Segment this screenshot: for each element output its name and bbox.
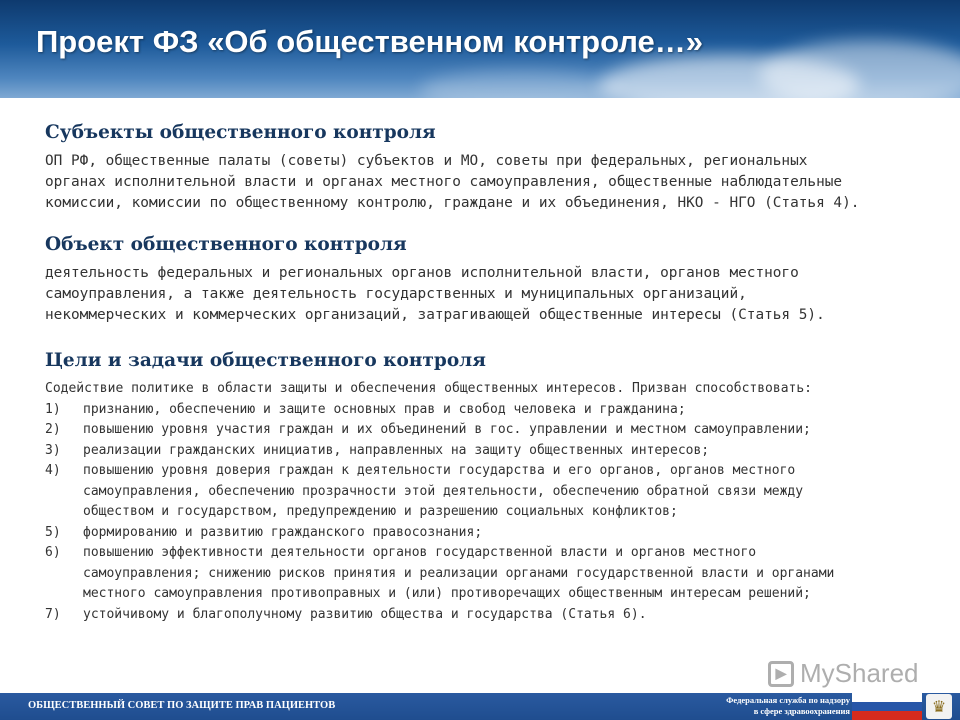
footer-agency-line: в сфере здравоохранения <box>753 706 850 716</box>
text-line: повышению уровня участия граждан и их объединений в гос. управлении и местном самоуправлении; <box>83 422 811 437</box>
list-number: 4) <box>45 463 61 478</box>
goals-list <box>45 400 925 626</box>
watermark-text: MyShared <box>800 658 919 688</box>
section-text <box>45 263 925 326</box>
list-number: 6) <box>45 545 61 560</box>
header-banner <box>0 0 960 98</box>
text-line: органах исполнительной власти и органах местного самоуправления, общественные наблюдательные <box>45 174 843 190</box>
text-line: самоуправления; снижению рисков принятия и реализации органами государственной власти и органами <box>83 565 835 581</box>
list-number: 3) <box>45 442 61 458</box>
list-number: 5) <box>45 524 61 540</box>
section-goals <box>45 350 925 625</box>
text-line: местного самоуправления противоправных и (или) противоречащих общественным интересам решений; <box>83 586 811 601</box>
text-line: обществом и государством, предупреждению и разрешению социальных конфликтов; <box>83 504 678 519</box>
list-item <box>45 461 925 523</box>
text-line: формированию и развитию гражданского правосознания; <box>83 524 483 540</box>
section-title: Субъекты общественного контроля <box>45 122 436 143</box>
text-line: деятельность федеральных и региональных органов исполнительной власти, органов местного <box>45 265 799 281</box>
list-number: 7) <box>45 606 61 622</box>
russian-flag-icon <box>852 693 922 720</box>
text-line: комиссии, комиссии по общественному контролю, граждане и их объединения, НКО - НГО (Статья 4). <box>45 195 860 211</box>
text-line: повышению уровня доверия граждан к деятельности государства и его органов, органов местного <box>83 463 796 478</box>
section-intro: Содействие политике в области защиты и обеспечения общественных интересов. Призван способствовать: <box>45 381 813 396</box>
text-line: повышению эффективности деятельности органов государственной власти и органов местного <box>83 545 757 560</box>
myshared-logo-icon: ▶ <box>768 661 794 687</box>
footer-agency-line: Федеральная служба по надзору <box>726 695 850 705</box>
coat-of-arms-icon: ♛ <box>926 694 952 719</box>
slide-content <box>45 122 925 625</box>
footer-organization: ОБЩЕСТВЕННЫЙ СОВЕТ ПО ЗАЩИТЕ ПРАВ ПАЦИЕНТОВ <box>28 700 336 711</box>
text-line: устойчивому и благополучному развитию общества и государства (Статья 6). <box>83 606 647 622</box>
footer-bar <box>0 693 960 720</box>
section-text <box>45 151 925 214</box>
text-line: некоммерческих и коммерческих организаций, затрагивающей общественные интересы (Статья 5). <box>45 307 825 323</box>
list-item <box>45 543 925 605</box>
cloud-decoration <box>760 40 960 98</box>
list-number: 1) <box>45 401 61 417</box>
list-item <box>45 441 925 462</box>
section-object <box>45 234 925 326</box>
footer-agency <box>690 695 850 717</box>
list-item <box>45 420 925 441</box>
text-line: реализации гражданских инициатив, направленных на защиту общественных интересов; <box>83 442 710 458</box>
section-title: Объект общественного контроля <box>45 234 407 255</box>
list-item <box>45 523 925 544</box>
list-item <box>45 400 925 421</box>
text-line: ОП РФ, общественные палаты (советы) субъектов и МО, советы при федеральных, региональных <box>45 153 808 169</box>
section-title: Цели и задачи общественного контроля <box>45 350 486 371</box>
text-line: самоуправления, обеспечению прозрачности этой деятельности, обеспечению обратной связи между <box>83 483 804 499</box>
section-subjects <box>45 122 925 214</box>
cloud-decoration <box>420 70 620 98</box>
list-number: 2) <box>45 422 61 437</box>
text-line: самоуправления, а также деятельность государственных и муниципальных организаций, <box>45 286 747 302</box>
list-item <box>45 605 925 626</box>
myshared-watermark <box>768 658 919 689</box>
slide-title: Проект ФЗ «Об общественном контроле…» <box>36 24 704 59</box>
text-line: признанию, обеспечению и защите основных прав и свобод человека и гражданина; <box>83 401 686 417</box>
